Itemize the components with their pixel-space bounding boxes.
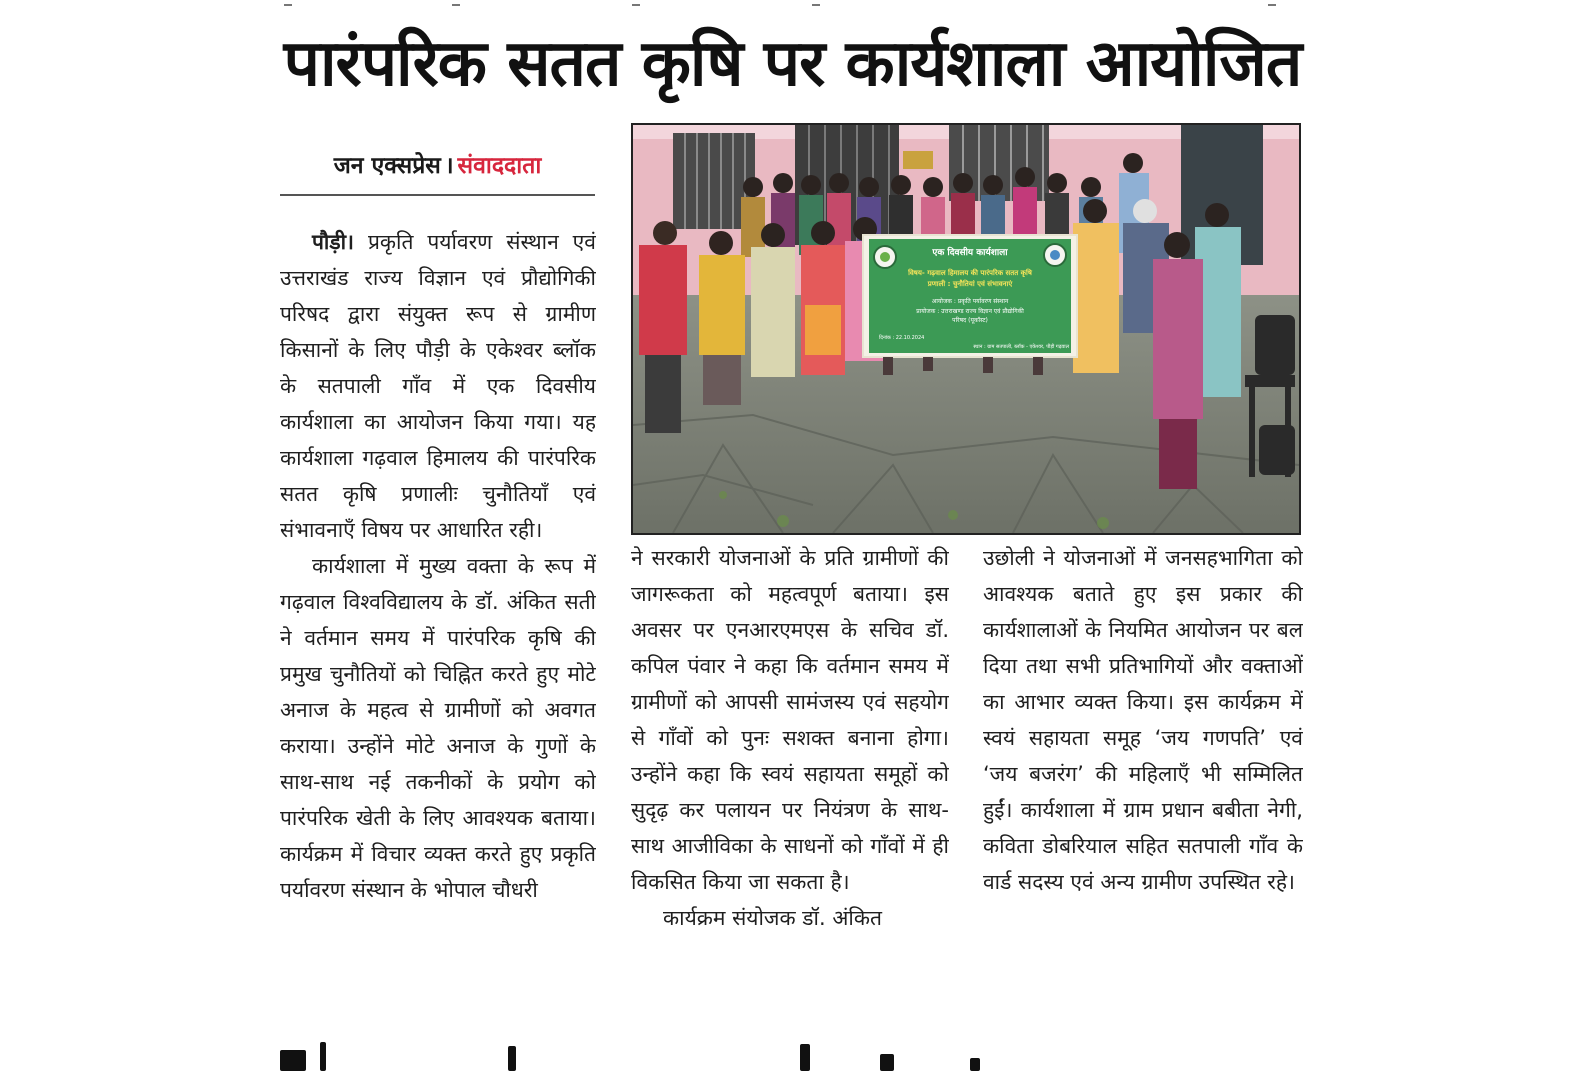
byline-divider	[280, 194, 595, 196]
banner-organiser: आयोजक : प्रकृति पर्यावरण संस्थान	[931, 298, 1009, 305]
banner-date: दिनांक : 22.10.2024	[879, 335, 925, 341]
workshop-group-photo	[631, 123, 1301, 535]
banner-sponsor-1: प्रायोजक : उत्तराखण्ड राज्य विज्ञान एवं प्रौद्योगिकी	[916, 308, 1024, 315]
article-column-3	[983, 540, 1303, 1010]
article-paragraph-4: कार्यक्रम संयोजक डॉ. अंकित	[663, 906, 882, 930]
byline	[280, 148, 595, 184]
article-column-2	[631, 540, 949, 1010]
byline-role: संवाददाता	[457, 153, 542, 179]
dateline: पौड़ी।	[312, 230, 354, 254]
article-paragraph-3: ने सरकारी योजनाओं के प्रति ग्रामीणों की जागरूकता को महत्वपूर्ण बताया। इस अवसर पर एनआरएमएस के सचिव डॉ. कपिल पंवार ने कहा कि वर्तमान समय में ग्रामीणों को आपसी सामंजस्य एवं सहयोग से गाँवों को पुनः सशक्त बनाना होगा। उन्होंने कहा कि स्वयं सहायता समूहों को सुदृढ़ कर पलायन पर नियंत्रण के साथ-साथ आजीविका के साधनों को गाँवों में ही विकसित किया जा सकता है।	[631, 546, 949, 894]
paragraph-1-text: प्रकृति पर्यावरण संस्थान एवं उत्तराखंड राज्य विज्ञान एवं प्रौद्योगिकी परिषद द्वारा संयुक्त रूप से ग्रामीण किसानों के लिए पौड़ी के एकेश्वर ब्लॉक के सतपाली गाँव में एक दिवसीय कार्यशाला का आयोजन किया गया। यह कार्यशाला गढ़वाल हिमालय की पारंपरिक सतत कृषि प्रणालीः चुनौतियाँ एवं संभावनाएँ विषय पर आधारित रही।	[280, 230, 596, 542]
banner-heading: एक दिवसीय कार्यशाला	[932, 248, 1008, 258]
next-article-headline-cropped	[280, 1036, 1305, 1071]
banner-subject-1: विषय- गढ़वाल हिमालय की पारंपरिक सतत कृषि	[908, 269, 1032, 277]
byline-publication: जन एक्सप्रेस	[333, 153, 441, 179]
article-paragraph-1	[280, 224, 596, 548]
article-headline: पारंपरिक सतत कृषि पर कार्यशाला आयोजित	[283, 27, 1302, 101]
top-rule	[280, 4, 1305, 7]
byline-separator: ।	[444, 153, 454, 179]
banner-venue: स्थान : ग्राम सतपाली, ब्लॉक - एकेश्वर, पौड़ी गढ़वाल	[973, 344, 1069, 350]
banner-subject-2: प्रणाली : चुनौतियां एवं संभावनाएं	[927, 280, 1013, 288]
group-photo-illustration	[633, 125, 1299, 533]
article-column-1	[280, 224, 596, 1014]
article-paragraph-5: उछोली ने योजनाओं में जनसहभागिता को आवश्यक बताते हुए इस प्रकार की कार्यशालाओं के नियमित आयोजन पर बल दिया तथा सभी प्रतिभागियों और वक्ताओं का आभार व्यक्त किया। इस कार्यक्रम में स्वयं सहायता समूह ‘जय गणपति’ एवं ‘जय बजरंग’ की महिलाएँ भी सम्मिलित हुईं। कार्यशाला में ग्राम प्रधान बबीता नेगी, कविता डोबरियाल सहित सतपाली गाँव के वार्ड सदस्य एवं अन्य ग्रामीण उपस्थित रहे।	[983, 546, 1303, 894]
workshop-banner	[863, 235, 1077, 357]
article-paragraph-2: कार्यशाला में मुख्य वक्ता के रूप में गढ़वाल विश्वविद्यालय के डॉ. अंकित सती ने वर्तमान समय में पारंपरिक कृषि की प्रमुख चुनौतियों को चिह्नित करते हुए मोटे अनाज के महत्व से ग्रामीणों को अवगत कराया। उन्होंने मोटे अनाज के गुणों के साथ-साथ नई तकनीकों के प्रयोग को पारंपरिक खेती के लिए आवश्यक बताया। कार्यक्रम में विचार व्यक्त करते हुए प्रकृति पर्यावरण संस्थान के भोपाल चौधरी	[280, 554, 596, 902]
banner-sponsor-2: परिषद (यूकॉस्ट)	[952, 317, 988, 324]
